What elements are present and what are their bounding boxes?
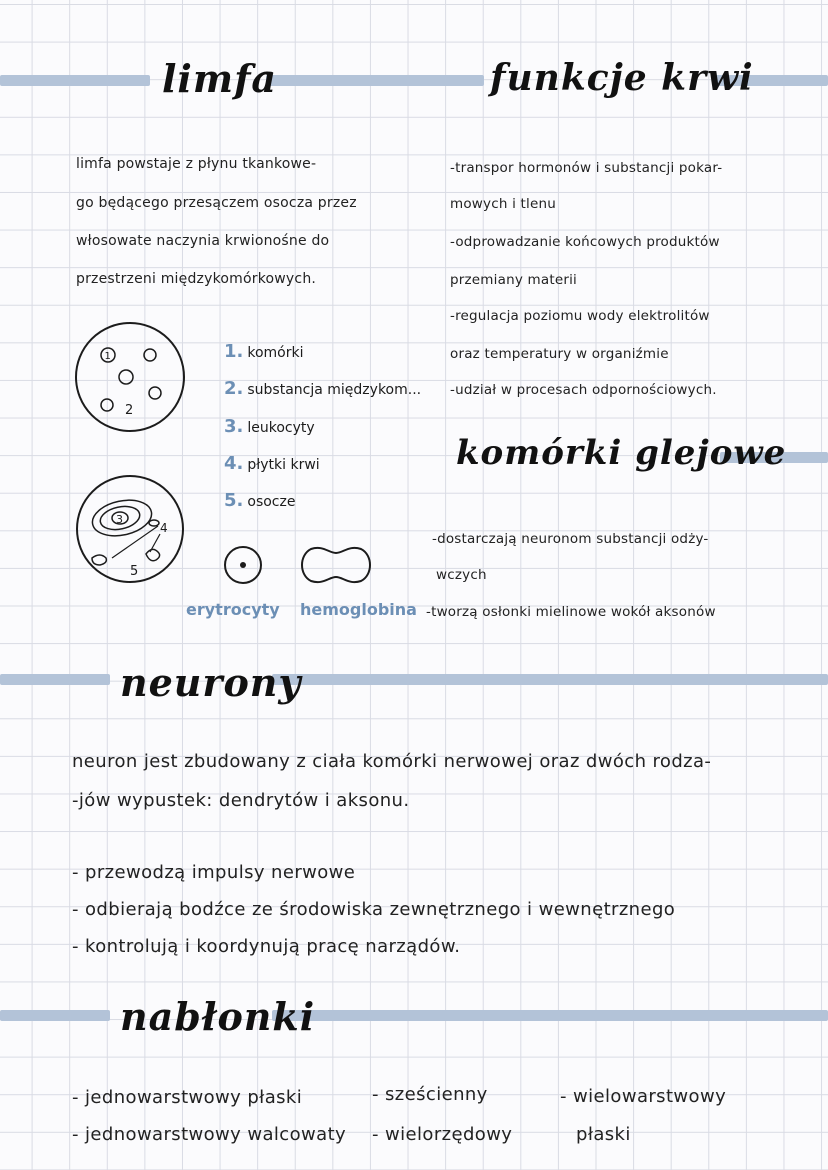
legend-item-4: 4. płytki krwi (224, 453, 320, 474)
diagram-label-3: 3 (116, 513, 123, 526)
funkcje-line-4: przemiany materii (450, 272, 577, 288)
nablonki-col3-item-2: płaski (576, 1124, 631, 1145)
neurony-line-1: neuron jest zbudowany z ciała komórki nerwowej oraz dwóch rodza- (72, 751, 712, 772)
neurony-list-1: - przewodzą impulsy nerwowe (72, 862, 356, 883)
diagram-label-1: 1 (104, 351, 111, 362)
nablonki-col1-item-1: - jednowarstwowy płaski (72, 1087, 303, 1108)
legend-item-1: 1. komórki (224, 341, 304, 362)
funkcje-line-1: -transpor hormonów i substancji pokar- (450, 160, 723, 176)
glejowe-line-1: -dostarczają neuronom substancji odży- (432, 531, 709, 547)
neurony-list-3: - kontrolują i koordynują pracę narządów. (72, 936, 461, 957)
label-hemoglobina: hemoglobina (300, 600, 417, 619)
glejowe-line-2: wczych (436, 567, 487, 583)
legend-item-5: 5. osocze (224, 490, 296, 511)
limfa-line-1: limfa powstaje z płynu tkankowe- (76, 156, 317, 172)
funkcje-line-3: -odprowadzanie końcowych produktów (450, 234, 720, 250)
limfa-line-4: przestrzeni międzykomórkowych. (76, 271, 317, 287)
diagram-label-4: 4 (160, 521, 168, 535)
funkcje-line-5: -regulacja poziomu wody elektrolitów (450, 308, 710, 324)
heading-limfa: limfa (162, 56, 278, 101)
diagram-label-5: 5 (130, 564, 139, 579)
blood-diagram-top (70, 318, 190, 438)
header-bar-limfa-right (266, 75, 484, 86)
header-bar-nablonki-right (272, 1010, 828, 1021)
nablonki-col3-item-1: - wielowarstwowy (560, 1086, 727, 1107)
erythrocyte-icon (222, 544, 264, 586)
label-erytrocyty: erytrocyty (186, 600, 280, 619)
neurony-list-2: - odbierają bodźce ze środowiska zewnętrznego i wewnętrznego (72, 899, 676, 920)
limfa-line-2: go będącego przesączem osocza przez (76, 195, 357, 211)
header-bar-limfa-left (0, 75, 150, 86)
legend-item-3: 3. leukocyty (224, 416, 315, 437)
header-bar-neurony-right (272, 674, 828, 685)
blood-diagram-bottom (70, 474, 190, 594)
glejowe-line-3: -tworzą osłonki mielinowe wokół aksonów (426, 604, 716, 620)
nablonki-col2-item-1: - sześcienny (372, 1084, 488, 1105)
limfa-line-3: włosowate naczynia krwionośne do (76, 233, 330, 249)
heading-komorki-glejowe: komórki glejowe (456, 433, 787, 473)
nablonki-col2-item-2: - wielorzędowy (372, 1124, 513, 1145)
nablonki-col1-item-2: - jednowarstwowy walcowaty (72, 1124, 347, 1145)
diagram-label-2: 2 (125, 403, 134, 418)
funkcje-line-2: mowych i tlenu (450, 196, 557, 212)
header-bar-neurony-left (0, 674, 110, 685)
neurony-line-2: -jów wypustek: dendrytów i aksonu. (72, 790, 410, 811)
hemoglobin-icon (297, 543, 375, 587)
header-bar-nablonki-left (0, 1010, 110, 1021)
heading-funkcje-krwi: funkcje krwi (490, 57, 754, 99)
funkcje-line-6: oraz temperatury w organiźmie (450, 346, 669, 362)
heading-nablonki: nabłonki (120, 994, 316, 1039)
legend-item-2: 2. substancja międzykom... (224, 378, 422, 399)
funkcje-line-7: -udział w procesach odpornościowych. (450, 382, 717, 398)
heading-neurony: neurony (120, 660, 302, 705)
